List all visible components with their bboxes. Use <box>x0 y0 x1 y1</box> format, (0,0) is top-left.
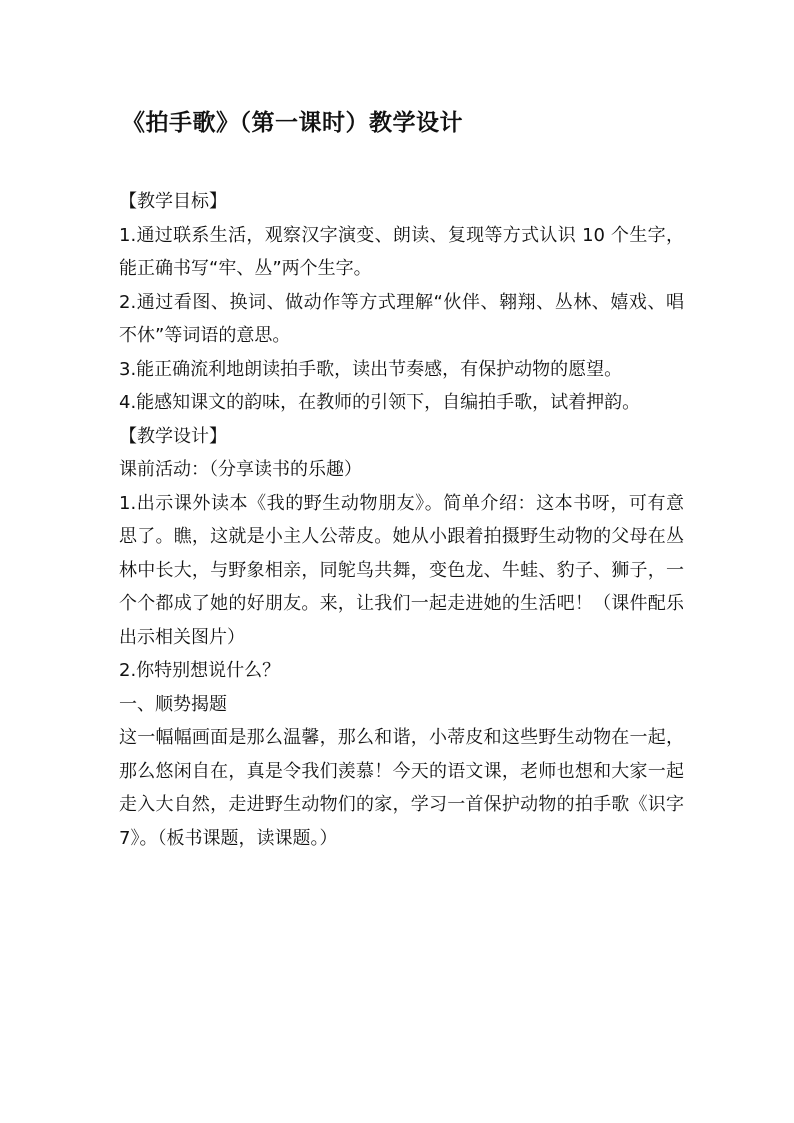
section-heading-objectives: 【教学目标】 <box>119 191 227 212</box>
section-heading-design: 【教学设计】 <box>119 425 227 447</box>
document-body <box>119 185 684 855</box>
objective-4: 4.能感知课文的韵味，在教师的引领下，自编拍手歌，试着押韵。 <box>119 392 641 413</box>
intro-paragraph: 这一幅幅画面是那么温馨，那么和谐，小蒂皮和这些野生动物在一起，那么悠闲自在，真是令我们羡慕！今天的语文课，老师也想和大家一起走入大自然，走进野生动物们的家，学习一首保护动物的拍手歌《识字 7》。（板书课题，读课题。） <box>119 727 684 849</box>
activity-step-1: 1.出示课外读本《我的野生动物朋友》。简单介绍：这本书呀，可有意思了。瞧，这就是小主人公蒂皮。她从小跟着拍摄野生动物的父母在丛林中长大，与野象相亲，同鸵鸟共舞，变色龙、牛蛙、豹子、狮子，一个个都成了她的好朋友。来，让我们一起走进她的生活吧！（课件配乐出示相关图片） <box>119 492 684 648</box>
pre-class-activity: 课前活动：（分享读书的乐趣） <box>119 459 362 480</box>
section-heading-intro: 一、顺势揭题 <box>119 693 227 715</box>
activity-step-2: 2.你特别想说什么？ <box>119 660 281 681</box>
objective-1: 1.通过联系生活，观察汉字演变、朗读、复现等方式认识 10 个生字，能正确书写“牢、丛”两个生字。 <box>119 224 684 279</box>
objective-2: 2.通过看图、换词、做动作等方式理解“伙伴、翱翔、丛林、嬉戏、唱不休”等词语的意思。 <box>119 291 684 346</box>
document-title: 《拍手歌》（第一课时）教学设计 <box>122 110 463 136</box>
objective-3: 3.能正确流利地朗读拍手歌，读出节奏感，有保护动物的愿望。 <box>119 358 623 380</box>
